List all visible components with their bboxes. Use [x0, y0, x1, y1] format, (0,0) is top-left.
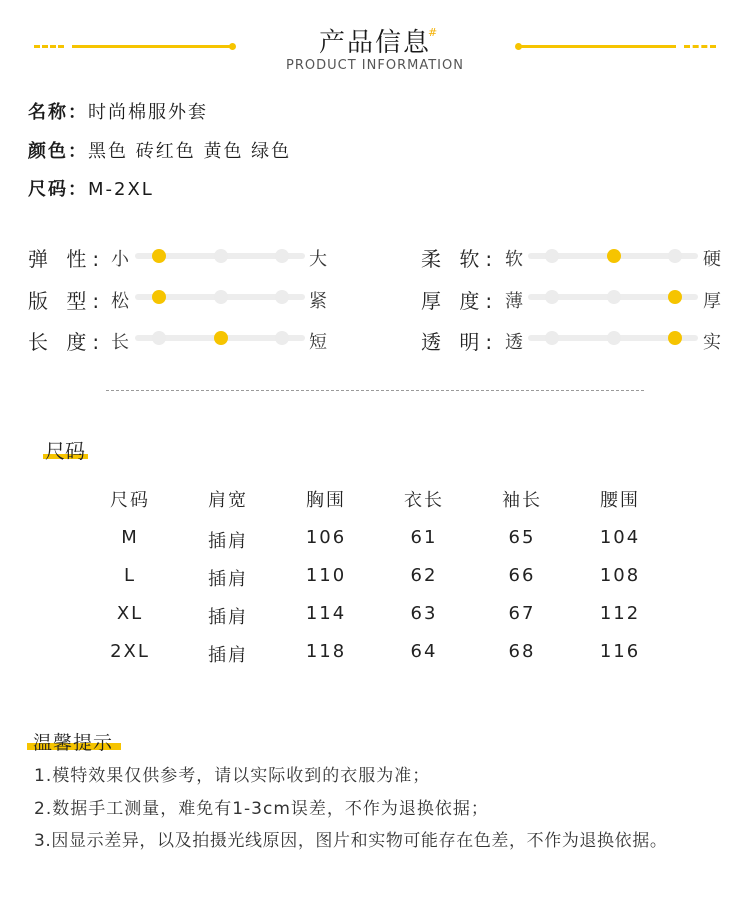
- attr-transparency-low: 透: [505, 332, 523, 353]
- header-cell: 肩宽: [208, 490, 248, 511]
- scale-marker: [607, 290, 621, 304]
- scale-marker: [545, 331, 559, 345]
- info-name-label: 名称：: [28, 102, 88, 123]
- table-cell: 2XL: [110, 641, 150, 662]
- attr-softness-high: 硬: [703, 249, 721, 270]
- section-divider: [106, 390, 644, 391]
- header-cell: 尺码: [110, 490, 150, 511]
- header-cell: 衣长: [404, 490, 444, 511]
- attr-length-label: 长 度:: [28, 330, 106, 354]
- table-cell: 112: [599, 603, 641, 624]
- scale-marker: [545, 290, 559, 304]
- table-cell: 104: [599, 527, 641, 548]
- table-cell: 110: [305, 565, 347, 586]
- tip-item: 2.数据手工测量，难免有1-3cm误差，不作为退换依据；: [34, 799, 489, 819]
- page-title: 产品信息: [318, 28, 431, 58]
- table-cell: 114: [305, 603, 347, 624]
- scale-marker: [214, 249, 228, 263]
- info-size-label: 尺码：: [28, 179, 88, 200]
- table-cell: M: [121, 527, 139, 548]
- attr-length-high: 短: [309, 332, 327, 353]
- tip-item: 3.因显示差异，以及拍摄光线原因，图片和实物可能存在色差，不作为退换依据。: [34, 831, 668, 851]
- table-cell: 106: [305, 527, 347, 548]
- scale-marker-selected: [607, 249, 621, 263]
- scale-marker-selected: [668, 290, 682, 304]
- scale-marker-selected: [152, 290, 166, 304]
- scale-marker: [668, 249, 682, 263]
- scale-marker-selected: [152, 249, 166, 263]
- attr-length-low: 长: [111, 332, 129, 353]
- header-cell: 袖长: [502, 490, 542, 511]
- info-name: [28, 98, 208, 124]
- header-right-dash: [684, 45, 716, 48]
- scale-marker: [275, 249, 289, 263]
- attr-elasticity-low: 小: [111, 249, 129, 270]
- table-cell: 插肩: [208, 645, 248, 666]
- scale-marker: [275, 331, 289, 345]
- scale-marker: [545, 249, 559, 263]
- attr-fit-label: 版 型:: [28, 289, 106, 313]
- table-cell: 108: [599, 565, 641, 586]
- attr-fit-low: 松: [111, 291, 129, 312]
- scale-marker-selected: [214, 331, 228, 345]
- table-cell: 66: [508, 565, 536, 586]
- info-color-label: 颜色：: [28, 141, 88, 162]
- header-cell: 腰围: [600, 490, 640, 511]
- table-cell: XL: [116, 603, 144, 624]
- tips-title: 温馨提示: [33, 732, 114, 754]
- attr-elasticity-high: 大: [309, 249, 327, 270]
- table-cell: 61: [410, 527, 438, 548]
- scale-marker: [607, 331, 621, 345]
- tip-item: 1.模特效果仅供参考，请以实际收到的衣服为准；: [34, 766, 431, 786]
- table-cell: 63: [410, 603, 438, 624]
- size-section-title: 尺码: [45, 439, 85, 463]
- info-size: [28, 175, 154, 201]
- attr-thickness-label: 厚 度:: [421, 289, 499, 313]
- attr-transparency-high: 实: [703, 332, 721, 353]
- attr-fit-high: 紧: [309, 291, 327, 312]
- info-size-value: M-2XL: [88, 179, 154, 200]
- table-cell: 插肩: [208, 531, 248, 552]
- info-name-value: 时尚棉服外套: [88, 102, 208, 123]
- scale-marker: [214, 290, 228, 304]
- table-cell: 67: [508, 603, 536, 624]
- attr-thickness-low: 薄: [505, 291, 523, 312]
- table-cell: 118: [305, 641, 347, 662]
- table-cell: 62: [410, 565, 438, 586]
- title-mark: #: [428, 26, 438, 39]
- table-cell: 68: [508, 641, 536, 662]
- table-cell: 116: [599, 641, 641, 662]
- attr-softness-label: 柔 软:: [421, 247, 499, 271]
- scale-marker-selected: [668, 331, 682, 345]
- page-subtitle: PRODUCT INFORMATION: [286, 58, 464, 73]
- table-cell: 插肩: [208, 607, 248, 628]
- scale-marker: [152, 331, 166, 345]
- attr-thickness-high: 厚: [703, 291, 721, 312]
- header-cell: 胸围: [306, 490, 346, 511]
- info-color: [28, 137, 291, 163]
- attr-elasticity-label: 弹 性:: [28, 247, 106, 271]
- attr-transparency-label: 透 明:: [421, 330, 499, 354]
- table-cell: 64: [410, 641, 438, 662]
- attr-softness-low: 软: [505, 249, 523, 270]
- table-cell: 插肩: [208, 569, 248, 590]
- info-color-value: 黑色 砖红色 黄色 绿色: [88, 141, 292, 162]
- header-right-line: [518, 45, 676, 48]
- table-cell: L: [123, 565, 137, 586]
- table-cell: 65: [508, 527, 536, 548]
- scale-marker: [275, 290, 289, 304]
